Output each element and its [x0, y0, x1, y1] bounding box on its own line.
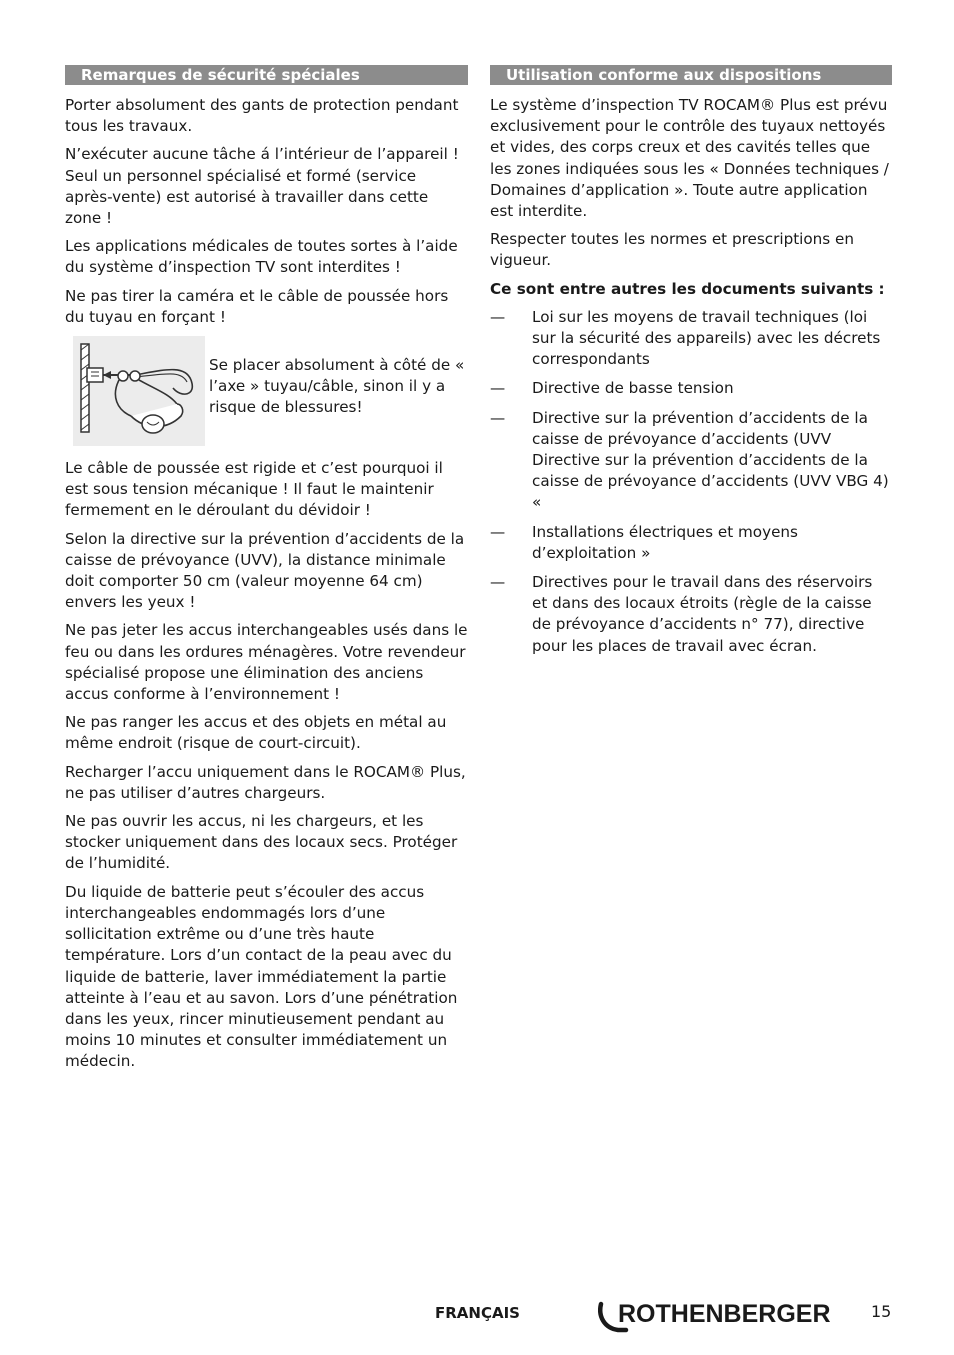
figure-caption: Se placer absolument à côté de « l’axe » tuyau/câble, sinon il y a risque de blessures!: [209, 356, 465, 417]
list-item: — Installations électriques et moyens d’exploitation »: [490, 522, 798, 562]
paragraph: Ne pas ranger les accus et des objets en métal au même endroit (risque de court-circuit).: [65, 713, 447, 753]
paragraph: Du liquide de batterie peut s’écouler des accus interchangeables endommagés lors d’une sollicitation extrême ou d’une très haute température. Lors d’un contact de la peau avec du liquide de batterie, laver immédiatement la partie atteinte à l’eau et au savon. Lors d’une pénétration dans les yeux, rincer minutieusement pendant au moins 10 minutes et consulter immédiatement un médecin.: [65, 882, 458, 1071]
page-number: 15: [871, 1302, 892, 1321]
list-item: — Directive de basse tension: [490, 378, 892, 399]
section-header-safety: Remarques de sécurité spéciales: [65, 65, 468, 85]
paragraph: Selon la directive sur la prévention d’accidents de la caisse de prévoyance (UVV), la distance minimale doit comporter 50 cm (valeur moyenne 64 cm) envers les yeux !: [65, 529, 465, 612]
paragraph: Porter absolument des gants de protection pendant tous les travaux.: [65, 96, 459, 136]
left-column: [65, 65, 468, 1080]
dash-bullet: —: [490, 573, 506, 592]
paragraph: Ne pas ouvrir les accus, ni les chargeurs, et les stocker uniquement dans des locaux secs. Protéger de l’humidité.: [65, 812, 458, 873]
footer-language: FRANÇAIS: [435, 1304, 520, 1322]
paragraph: Les applications médicales de toutes sortes à l’aide du système d’inspection TV sont interdites !: [65, 237, 458, 277]
documents-list: [490, 307, 892, 657]
paragraph: N’exécuter aucune tâche á l’intérieur de l’appareil ! Seul un personnel spécialisé et formé (service après-vente) est autorisé à travailler dans cette zone !: [65, 145, 459, 228]
warning-figure-row: [73, 340, 468, 446]
paragraph: Ne pas jeter les accus interchangeables usés dans le feu ou dans les ordures ménagères. Votre revendeur spécialisé propose une élimination des anciens accus conforme à l’environnement !: [65, 621, 468, 704]
list-item: — Directive sur la prévention d’accidents de la caisse de prévoyance d’accidents (UVV Directive sur la prévention d’accidents de la caisse de prévoyance d’accidents (UVV VBG 4) «: [490, 408, 889, 512]
paragraph: Le câble de poussée est rigide et c’est pourquoi il est sous tension mécanique ! Il faut le maintenir fermement en le déroulant du dévidoir !: [65, 459, 443, 520]
dash-bullet: —: [490, 307, 506, 326]
paragraph: Ne pas tirer la caméra et le câble de poussée hors du tuyau en forçant !: [65, 286, 449, 326]
right-column: [490, 65, 892, 665]
logo-wordmark: ROTHENBERGER: [618, 1300, 831, 1328]
list-item: — Directives pour le travail dans des réservoirs et dans des locaux étroits (règle de la caisse de prévoyance d’accidents n° 77), directive pour les places de travail avec écran.: [490, 573, 873, 655]
paragraph: Respecter toutes les normes et prescriptions en vigueur.: [490, 230, 855, 270]
list-title: Ce sont entre autres les documents suivants :: [490, 279, 885, 298]
section-header-intended-use: Utilisation conforme aux dispositions: [490, 65, 892, 85]
list-item: — Loi sur les moyens de travail techniques (loi sur la sécurité des appareils) avec les décrets correspondants: [490, 307, 881, 369]
paragraph: Recharger l’accu uniquement dans le ROCAM® Plus, ne pas utiliser d’autres chargeurs.: [65, 762, 466, 802]
dash-bullet: —: [490, 408, 506, 427]
brand-logo-icon: [598, 1298, 838, 1334]
person-pulling-cable-icon: [73, 336, 205, 446]
rothenberger-logo: [598, 1298, 838, 1334]
dash-bullet: —: [490, 522, 506, 541]
paragraph: Le système d’inspection TV ROCAM® Plus est prévu exclusivement pour le contrôle des tuyaux nettoyés et vides, des corps creux et des cavités telles que les zones indiquées sous les « Données techniques / Domaines d’application ». Toute autre application est interdite.: [490, 96, 889, 221]
dash-bullet: —: [490, 379, 506, 398]
pulling-cable-illustration: [73, 336, 205, 446]
